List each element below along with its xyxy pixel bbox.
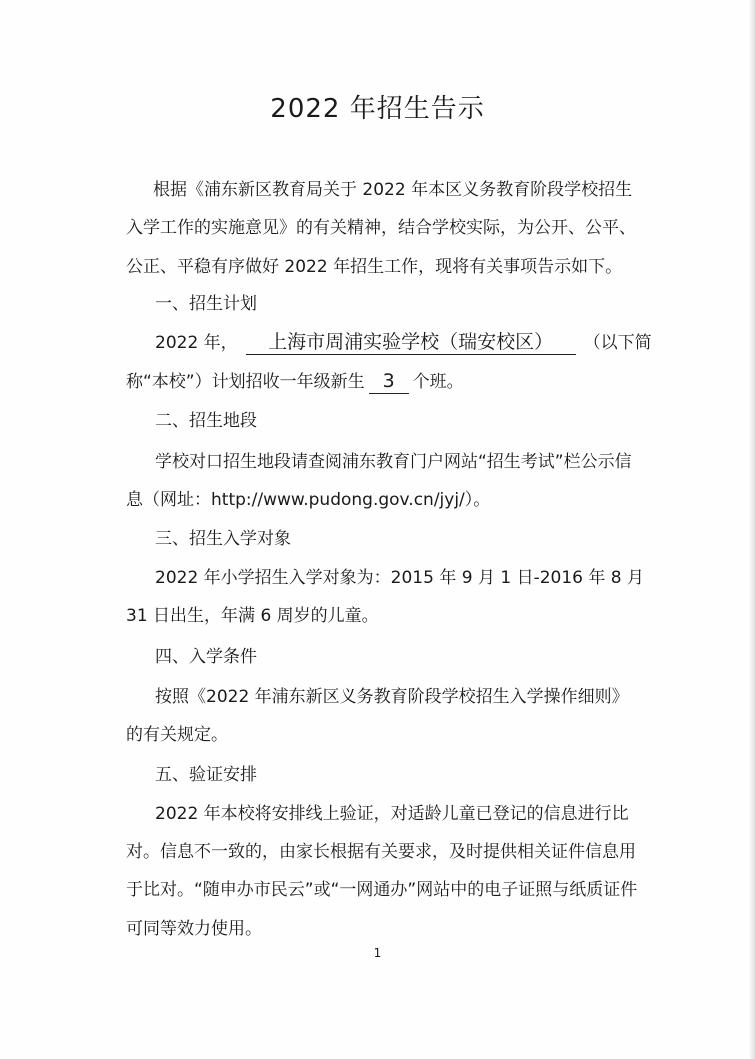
class-count-field: 3 [369, 369, 409, 394]
section-2-line-1: 学校对口招生地段请查阅浦东教育门户网站“招生考试”栏公示信 [155, 452, 632, 472]
section-1-line-1 [155, 330, 652, 355]
section-1-line-1-prefix: 2022 年， [155, 333, 238, 353]
section-1-line-1-suffix: （以下简 [583, 333, 652, 353]
section-1-line-2 [126, 369, 464, 394]
intro-line-3: 公正、平稳有序做好 2022 年招生工作，现将有关事项告示如下。 [126, 257, 623, 277]
section-2-heading: 二、招生地段 [155, 411, 257, 431]
section-5-line-2: 对。信息不一致的，由家长根据有关要求，及时提供相关证件信息用 [126, 842, 636, 862]
school-name-field: 上海市周浦实验学校（瑞安校区） [246, 330, 576, 355]
section-3-heading: 三、招生入学对象 [155, 529, 291, 549]
section-1-heading: 一、招生计划 [155, 294, 257, 314]
section-2-line-2: 息（网址：http://www.pudong.gov.cn/jyj/）。 [126, 490, 491, 510]
section-3-line-2: 31 日出生，年满 6 周岁的儿童。 [126, 606, 379, 626]
section-4-line-2: 的有关规定。 [126, 725, 228, 745]
intro-line-1: 根据《浦东新区教育局关于 2022 年本区义务教育阶段学校招生 [153, 180, 633, 200]
section-1-line-2-prefix: 称“本校”）计划招收一年级新生 [126, 372, 365, 392]
section-5-line-3: 于比对。“随申办市民云”或“一网通办”网站中的电子证照与纸质证件 [126, 880, 638, 900]
section-4-heading: 四、入学条件 [155, 647, 257, 667]
section-3-line-1: 2022 年小学招生入学对象为：2015 年 9 月 1 日-2016 年 8 月 [155, 568, 645, 588]
section-5-heading: 五、验证安排 [155, 765, 257, 785]
page-number: 1 [373, 946, 382, 960]
section-5-line-4: 可同等效力使用。 [126, 919, 262, 939]
section-5-line-1: 2022 年本校将安排线上验证，对适龄儿童已登记的信息进行比 [155, 804, 629, 824]
intro-line-2: 入学工作的实施意见》的有关精神，结合学校实际，为公开、公平、 [126, 218, 636, 238]
section-1-line-2-suffix: 个班。 [412, 372, 464, 392]
section-4-line-1: 按照《2022 年浦东新区义务教育阶段学校招生入学操作细则》 [155, 687, 629, 707]
page-edge-shadow [749, 0, 755, 1059]
document-title: 2022 年招生告示 [270, 94, 485, 124]
